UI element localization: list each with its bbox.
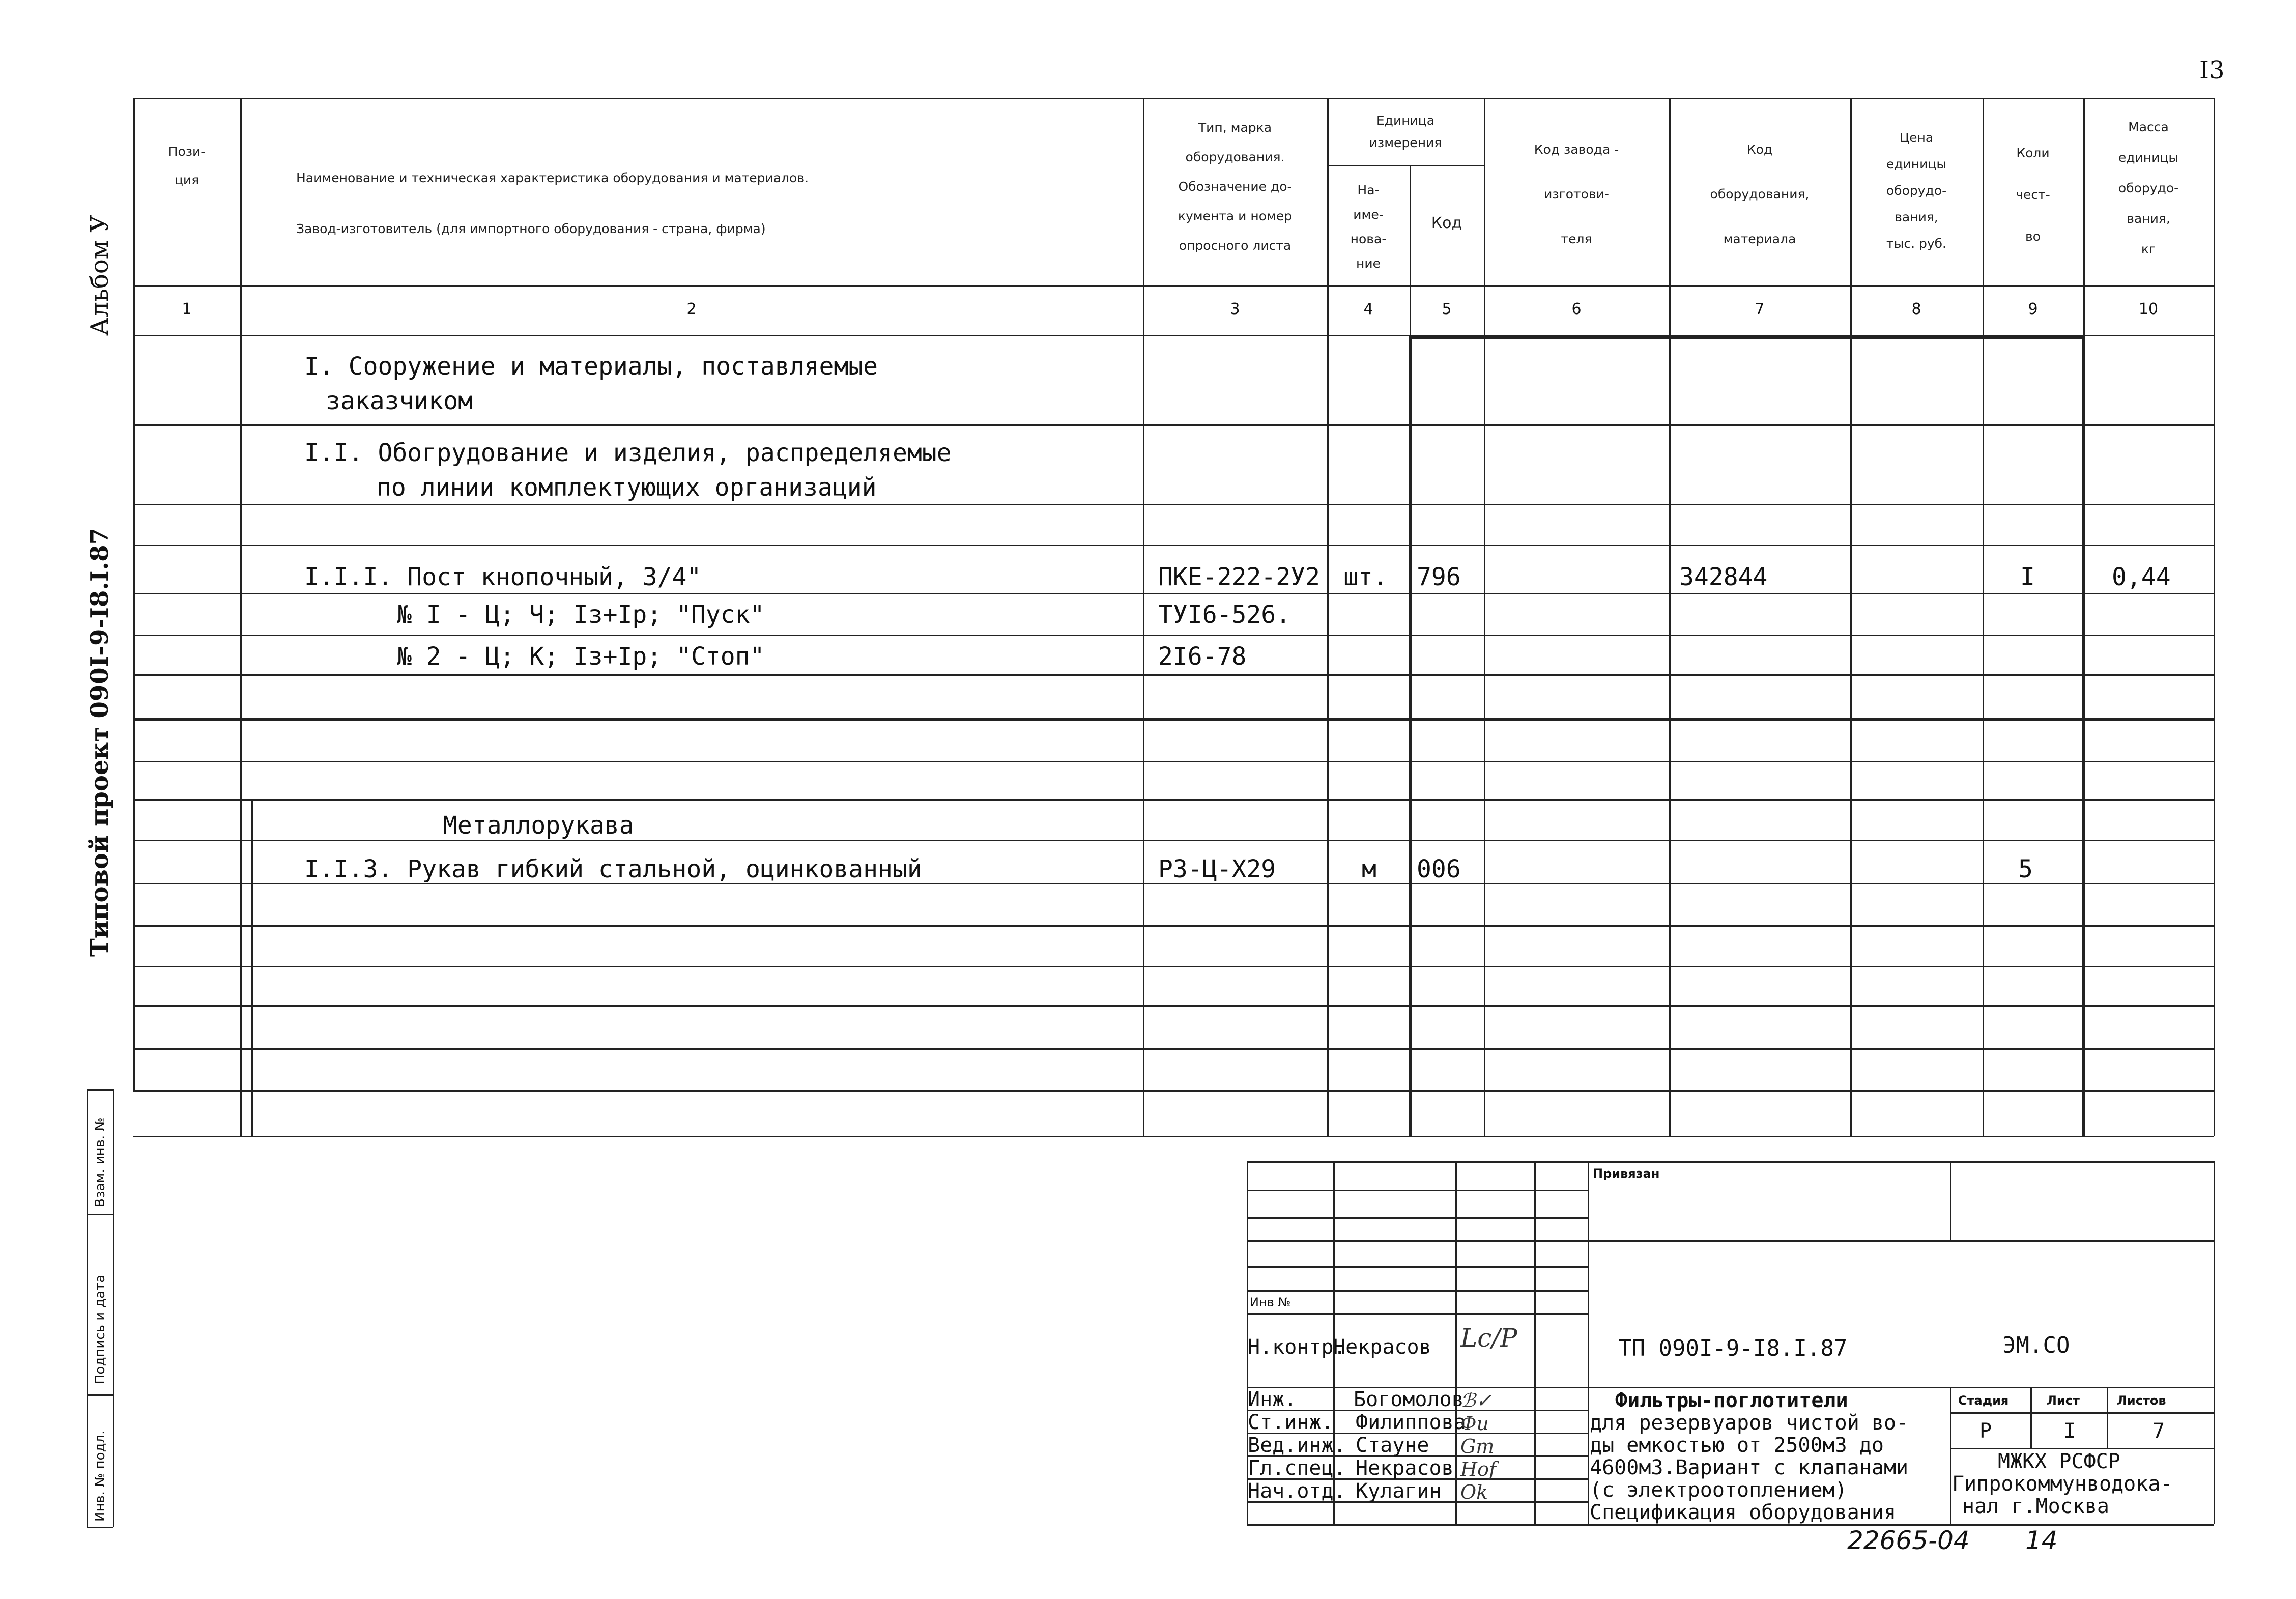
item-type: ПКЕ-222-2У2 [1158,563,1320,591]
album-label: Альбом У [85,214,114,336]
item-qty: 5 [2018,855,2033,883]
staff-name-3: Стауне [1356,1434,1429,1457]
row-section-1-1-cont: по линии комплектующих организаций [377,473,877,502]
row-section-1-cont: заказчиком [326,387,473,415]
col5-number: 5 [1442,300,1452,318]
organization: МЖКХ РСФСР Гипрокоммунводока- нал г.Москва [1952,1450,2173,1518]
item-name: № I - Ц; Ч; Iз+Iр; "Пуск" [397,601,765,629]
sheets-value: 7 [2152,1419,2165,1443]
staff-role-5: Нач.отд. [1248,1479,1346,1503]
inv-label: Инв № [1250,1295,1291,1309]
col4-unit-header: Единица измерения [1369,113,1442,150]
col3-number: 3 [1230,300,1240,318]
staff-name-2: Филиппова [1356,1411,1466,1434]
stage-value: Р [1979,1419,1992,1443]
staff-role-1: Инж. [1248,1388,1297,1411]
col6-header: Код завода - изготови- теля [1534,142,1619,246]
item-qty: I [2020,563,2035,591]
sheet-value: I [2063,1419,2076,1443]
col2-number: 2 [686,300,697,318]
col5-header: Код [1431,214,1462,232]
col10-number: 10 [2138,300,2159,318]
signature-0: Lc/P [1460,1323,1517,1353]
col8-number: 8 [1911,300,1921,318]
signature-4: Hof [1460,1458,1497,1480]
item-unit: м [1362,855,1376,883]
project-label: Типовой проект 090I-9-I8.I.87 [85,528,114,957]
staff-name-1: Богомолов [1354,1388,1464,1411]
col6-number: 6 [1571,300,1582,318]
staff-name-0: Некрасов [1333,1335,1431,1359]
bottom-number: 22665-04 [1847,1526,1970,1555]
item-unit: шт. [1343,563,1388,591]
item-name: № 2 - Ц; К; Iз+Iр; "Стоп" [397,642,765,671]
col2-header: Наименование и техническая характеристика оборудования и материалов. Завод-изготовитель (для импортного оборудования - страна, фирма) [296,170,809,236]
item-code: 796 [1417,563,1461,591]
col1-number: 1 [182,300,192,318]
staff-role-2: Ст.инж. [1248,1411,1334,1434]
stamp-label-vzam: Взам. инв. № [93,1117,108,1207]
col3-header: Тип, марка оборудования. Обозначение до- кумента и номер опросного листа [1178,120,1293,253]
item-code: 006 [1417,855,1461,883]
staff-role-4: Гл.спец. [1248,1457,1346,1480]
item-equip-code: 342844 [1679,563,1768,591]
staff-role-0: Н.контр. [1248,1335,1346,1359]
row-section-1: I. Сооружение и материалы, поставляемые [304,352,878,381]
sheets-label: Листов [2117,1393,2166,1408]
col7-header: Код оборудования, материала [1710,142,1810,246]
col1-header: Пози- ция [168,144,206,187]
signature-2: Фи [1460,1412,1489,1435]
staff-name-5: Кулагин [1356,1479,1442,1503]
col9-header: Коли чест- во [2016,146,2050,244]
signature-1: ℬ✓ [1460,1389,1492,1412]
row-section-metal: Металлорукава [443,811,634,840]
sheet-label: Лист [2047,1393,2080,1408]
staff-role-3: Вед.инж. [1248,1434,1346,1457]
item-type: 2I6-78 [1158,642,1247,671]
col4-number: 4 [1363,300,1373,318]
item-name: I.I.I. Пост кнопочный, 3/4" [304,563,702,591]
item-name: I.I.3. Рукав гибкий стальной, оцинкованный [304,855,922,883]
staff-name-4: Некрасов [1356,1457,1454,1480]
col10-header: Масса единицы оборудо- вания, кг [2118,120,2179,256]
stamp-label-inv: Инв. № подл. [93,1430,108,1522]
signature-3: Gm [1460,1435,1495,1458]
stamp-label-podpis: Подпись и дата [93,1274,108,1384]
description: Фильтры-поглотители для резервуаров чистой во- ды емкостью от 2500м3 до 4600м3.Вариант с клапанами (с электроотоплением) Спецификация оборудования [1590,1389,1909,1524]
privyazan-label: Привязан [1593,1166,1660,1181]
col8-header: Цена единицы оборудо- вания, тыс. руб. [1886,130,1947,251]
signature-5: Ok [1460,1481,1488,1503]
item-type: ТУI6-526. [1158,601,1291,629]
col7-number: 7 [1755,300,1765,318]
page-number: I3 [2199,56,2225,84]
stage-label: Стадия [1958,1393,2009,1408]
col4-name-header: На- име- нова- ние [1350,183,1387,271]
row-section-1-1: I.I. Обогрудование и изделия, распределяемые [304,439,952,467]
item-type: РЗ-Ц-Х29 [1158,855,1276,883]
bottom-page: 14 [2025,1526,2058,1555]
item-mass: 0,44 [2112,563,2171,591]
sheet-code: ЭМ.СО [2002,1332,2070,1358]
doc-code: ТП 090I-9-I8.I.87 [1618,1335,1848,1361]
col9-number: 9 [2028,300,2038,318]
